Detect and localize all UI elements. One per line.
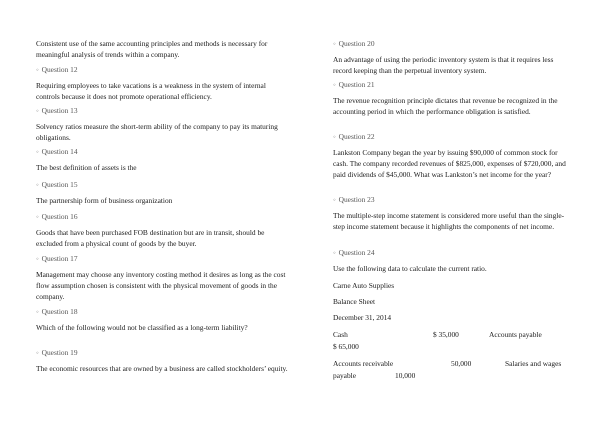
bs-label-accounts-receivable: Accounts receivable (333, 359, 394, 368)
question-label[interactable]: ◦ Question 18 (36, 307, 78, 316)
answer-text: Which of the following would not be classified as a long-term liability? (36, 323, 248, 332)
statement-title: Balance Sheet (333, 297, 376, 306)
balance-sheet (333, 0, 573, 424)
answer-text: Lankston Company began the year by issuing $90,000 of common stock for cash. The company recorded revenues of $825,000, expenses of $720,000, and paid dividends of $45,000. What was Lankston’s net income for the year? (333, 148, 566, 179)
answer-text: The partnership form of business organization (36, 196, 173, 205)
company-name: Carne Auto Supplies (333, 281, 395, 290)
question-label[interactable]: ◦ Question 22 (333, 132, 375, 141)
answer-text: Solvency ratios measure the short-term ability of the company to pay its maturing obligations. (36, 122, 278, 142)
bs-value-accounts-receivable: 50,000 (451, 359, 472, 368)
bullet-icon: ◦ (333, 248, 336, 257)
bullet-icon: ◦ (36, 212, 39, 221)
bullet-icon: ◦ (333, 195, 336, 204)
question-label[interactable]: ◦ Question 14 (36, 147, 78, 156)
statement-date: December 31, 2014 (333, 313, 392, 322)
bs-value-salaries-wages: 10,000 (395, 371, 416, 380)
question-label[interactable]: ◦ Question 17 (36, 254, 78, 263)
bullet-icon: ◦ (333, 80, 336, 89)
answer-text: Use the following data to calculate the current ratio. (333, 264, 487, 273)
bullet-icon: ◦ (36, 254, 39, 263)
bs-label-salaries-wages-cont: payable (333, 371, 356, 380)
answer-text: The multiple-step income statement is considered more useful than the single-step income statement because it highlights the components of net income. (333, 211, 565, 231)
bullet-icon: ◦ (333, 39, 336, 48)
answer-text: An advantage of using the periodic inventory system is that it requires less record keeping than the perpetual inventory system. (333, 55, 554, 75)
question-label[interactable]: ◦ Question 23 (333, 195, 375, 204)
question-label[interactable]: ◦ Question 20 (333, 39, 375, 48)
answer-text: The revenue recognition principle dictates that revenue be recognized in the accounting period in which the performance obligation is satisfied. (333, 96, 558, 116)
question-label[interactable]: ◦ Question 19 (36, 348, 78, 357)
question-label[interactable]: ◦ Question 13 (36, 106, 78, 115)
bullet-icon: ◦ (36, 180, 39, 189)
answer-text: The best definition of assets is the (36, 163, 137, 172)
bs-label-accounts-payable: Accounts payable (489, 330, 542, 339)
question-label[interactable]: ◦ Question 16 (36, 212, 78, 221)
bs-value-accounts-payable: $ 65,000 (333, 342, 359, 351)
answer-text: Goods that have been purchased FOB destination but are in transit, should be excluded from a physical count of goods by the buyer. (36, 228, 265, 248)
question-label[interactable]: ◦ Question 15 (36, 180, 78, 189)
bullet-icon: ◦ (333, 132, 336, 141)
answer-text: Consistent use of the same accounting principles and methods is necessary for meaningful analysis of trends within a company. (36, 39, 268, 59)
answer-text: The economic resources that are owned by a business are called stockholders’ equity. (36, 364, 288, 373)
bullet-icon: ◦ (36, 65, 39, 74)
answer-text: Requiring employees to take vacations is a weakness in the system of internal controls because it does not promote operational efficiency. (36, 81, 266, 101)
bullet-icon: ◦ (36, 348, 39, 357)
bullet-icon: ◦ (36, 307, 39, 316)
question-label[interactable]: ◦ Question 12 (36, 65, 78, 74)
bullet-icon: ◦ (36, 106, 39, 115)
answer-text: Management may choose any inventory costing method it desires as long as the cost flow assumption chosen is consistent with the physical movement of goods in the company. (36, 270, 286, 301)
bs-label-salaries-wages: Salaries and wages (505, 359, 562, 368)
question-label[interactable]: ◦ Question 21 (333, 80, 375, 89)
bullet-icon: ◦ (36, 147, 39, 156)
question-label[interactable]: ◦ Question 24 (333, 248, 375, 257)
bs-label-cash: Cash (333, 330, 348, 339)
bs-value-cash: $ 35,000 (433, 330, 459, 339)
